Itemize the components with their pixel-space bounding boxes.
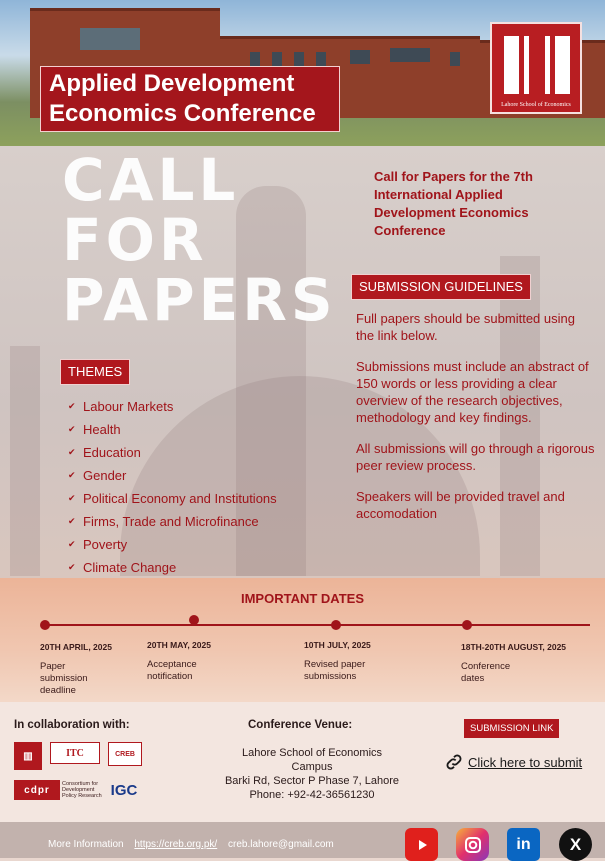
timeline-line xyxy=(42,624,590,626)
guideline-paragraph: Full papers should be submitted using the link below. xyxy=(356,311,575,343)
date-value: 20TH MAY, 2025 xyxy=(147,640,211,650)
cfp-word: CALL xyxy=(62,146,240,214)
theme-item: ✔ Poverty xyxy=(68,533,277,556)
date-item xyxy=(304,640,424,683)
linkedin-icon[interactable]: in xyxy=(507,828,540,861)
check-icon: ✔ xyxy=(68,447,76,457)
guidelines-heading: SUBMISSION GUIDELINES xyxy=(351,274,531,300)
check-icon: ✔ xyxy=(68,424,76,434)
date-item xyxy=(147,640,267,683)
more-information xyxy=(48,839,334,850)
date-description: Revised paper submissions xyxy=(304,659,366,682)
logo-mark-icon xyxy=(504,36,570,94)
website-link[interactable]: https://creb.org.pk/ xyxy=(134,839,218,850)
igc-logo: IGC xyxy=(110,781,138,799)
creb-logo: CREB xyxy=(108,742,142,766)
cdpr-name: Consortium for Development Policy Research xyxy=(62,781,102,799)
lse-partner-logo: ▥ xyxy=(14,742,42,770)
guidelines-list xyxy=(356,310,596,536)
email-address[interactable]: creb.lahore@gmail.com xyxy=(227,839,334,850)
guideline-paragraph: Submissions must include an abstract of 150 words or less providing a clear overview of the research objectives, methodology and key findings. xyxy=(356,359,589,425)
logo-text: Lahore School of Economics xyxy=(501,102,571,108)
submit-link[interactable] xyxy=(444,752,582,772)
check-icon: ✔ xyxy=(68,539,76,549)
call-for-papers-heading xyxy=(62,146,337,334)
dates-heading: IMPORTANT DATES xyxy=(240,591,364,606)
timeline-dot xyxy=(331,620,341,630)
check-icon: ✔ xyxy=(68,562,76,572)
cfp-word: PAPERS xyxy=(62,266,337,334)
submit-link-text[interactable]: Click here to submit xyxy=(468,754,583,770)
more-info-label: More Information xyxy=(48,839,124,850)
date-description: Paper submission deadline xyxy=(40,661,88,696)
theme-item: ✔ Political Economy and Institutions xyxy=(68,487,277,510)
title-line-1: Applied Development xyxy=(49,70,295,97)
date-item xyxy=(40,642,160,697)
venue-phone: Phone: +92-42-36561230 xyxy=(249,789,375,801)
itc-logo: ITC xyxy=(50,742,100,764)
instagram-icon[interactable] xyxy=(456,828,489,861)
venue-details xyxy=(222,746,402,802)
venue-line: Lahore School of Economics Campus xyxy=(241,747,383,773)
date-item xyxy=(461,642,591,685)
check-icon: ✔ xyxy=(68,516,76,526)
lahore-school-logo xyxy=(490,22,582,114)
youtube-icon[interactable] xyxy=(405,828,438,861)
date-description: Conference dates xyxy=(461,661,511,684)
themes-list xyxy=(68,395,277,579)
important-dates-section xyxy=(0,578,605,702)
theme-item: ✔ Health xyxy=(68,418,277,441)
submission-link-button[interactable]: SUBMISSION LINK xyxy=(464,719,559,738)
x-twitter-icon[interactable]: X xyxy=(559,828,592,861)
timeline-dot xyxy=(189,615,199,625)
venue-heading: Conference Venue: xyxy=(248,719,353,731)
header-banner xyxy=(0,0,605,146)
timeline-dot xyxy=(40,620,50,630)
theme-item: ✔ Gender xyxy=(68,464,277,487)
timeline-dot xyxy=(462,620,472,630)
date-value: 20TH APRIL, 2025 xyxy=(40,642,112,652)
link-icon xyxy=(444,752,464,772)
collaboration-heading: In collaboration with: xyxy=(14,719,130,731)
date-description: Acceptance notification xyxy=(147,659,197,682)
cfp-word: FOR xyxy=(62,206,208,274)
theme-item: ✔ Firms, Trade and Microfinance xyxy=(68,510,277,533)
check-icon: ✔ xyxy=(68,470,76,480)
title-line-2: Economics Conference xyxy=(49,100,316,127)
guideline-paragraph: All submissions will go through a rigorous peer review process. xyxy=(356,441,595,473)
guideline-paragraph: Speakers will be provided travel and accomodation xyxy=(356,489,565,521)
check-icon: ✔ xyxy=(68,493,76,503)
venue-line: Barki Rd, Sector P Phase 7, Lahore xyxy=(224,775,400,787)
themes-heading: THEMES xyxy=(60,359,130,385)
theme-item: ✔ Labour Markets xyxy=(68,395,277,418)
bottom-bar xyxy=(0,822,605,858)
cdpr-logo: cdpr xyxy=(14,780,60,800)
date-value: 18TH-20TH AUGUST, 2025 xyxy=(461,642,567,652)
date-value: 10TH JULY, 2025 xyxy=(304,640,371,650)
check-icon: ✔ xyxy=(68,401,76,411)
theme-item: ✔ Climate Change xyxy=(68,556,277,579)
theme-item: ✔ Education xyxy=(68,441,277,464)
conference-title xyxy=(40,66,340,132)
intro-text: Call for Papers for the 7th International Applied Development Economics Conference xyxy=(374,169,533,238)
